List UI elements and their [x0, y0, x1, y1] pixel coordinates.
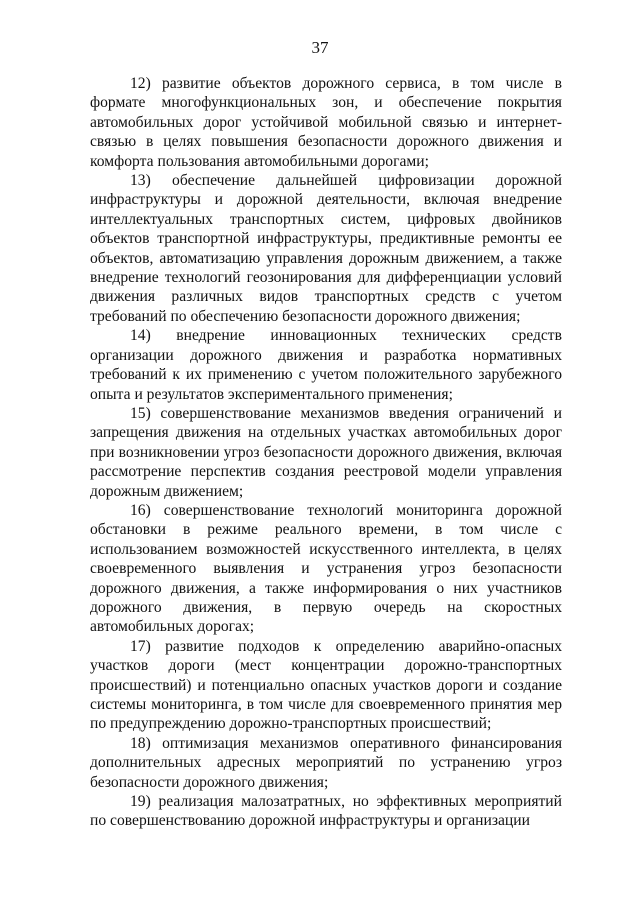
page-body [90, 74, 562, 831]
paragraph-13: 13) обеспечение дальнейшей цифровизации дорожной инфраструктуры и дорожной деятельности, включая внедрение интеллектуальных транспортных систем, цифровых двойников объектов транспортной инфраструктуры, предиктивные ремонты ее объектов, автоматизацию управления дорожным движением, а также внедрение технологий геозонирования для дифференциации условий движения различных видов транспортных средств с учетом требований по обеспечению безопасности дорожного движения; [90, 172, 562, 325]
paragraph-14: 14) внедрение инновационных технических средств организации дорожного движения и разработка нормативных требований к их применению с учетом положительного зарубежного опыта и результатов экспериментального применения; [90, 327, 562, 403]
paragraph-16: 16) совершенствование технологий мониторинга дорожной обстановки в режиме реального времени, в том числе с использованием возможностей искусственного интеллекта, в целях своевременного выявления и устранения угроз безопасности дорожного движения, а также информирования о них участников дорожного движения, в первую очередь на скоростных автомобильных дорогах; [90, 501, 562, 636]
paragraph-19: 19) реализация малозатратных, но эффективных мероприятий по совершенствованию дорожной инфраструктуры и организации [90, 793, 562, 830]
paragraph-15: 15) совершенствование механизмов введения ограничений и запрещения движения на отдельных участках автомобильных дорог при возникновении угроз безопасности дорожного движения, включая рассмотрение перспектив создания реестровой модели управления дорожным движением; [90, 404, 562, 500]
paragraph-18: 18) оптимизация механизмов оперативного финансирования дополнительных адресных мероприятий по устранению угроз безопасности дорожного движения; [90, 734, 562, 791]
paragraph-17: 17) развитие подходов к определению аварийно-опасных участков дороги (мест концентрации дорожно-транспортных происшествий) и потенциально опасных участков дороги и создание системы мониторинга, в том числе для своевременного принятия мер по предупреждению дорожно-транспортных происшествий; [90, 637, 562, 733]
page-number: 37 [311, 38, 329, 57]
paragraph-12: 12) развитие объектов дорожного сервиса, в том числе в формате многофункциональных зон, и обеспечение покрытия автомобильных дорог устойчивой мобильной связью и интернет-связью в целях повышения безопасности дорожного движения и комфорта пользования автомобильными дорогами; [90, 75, 562, 170]
